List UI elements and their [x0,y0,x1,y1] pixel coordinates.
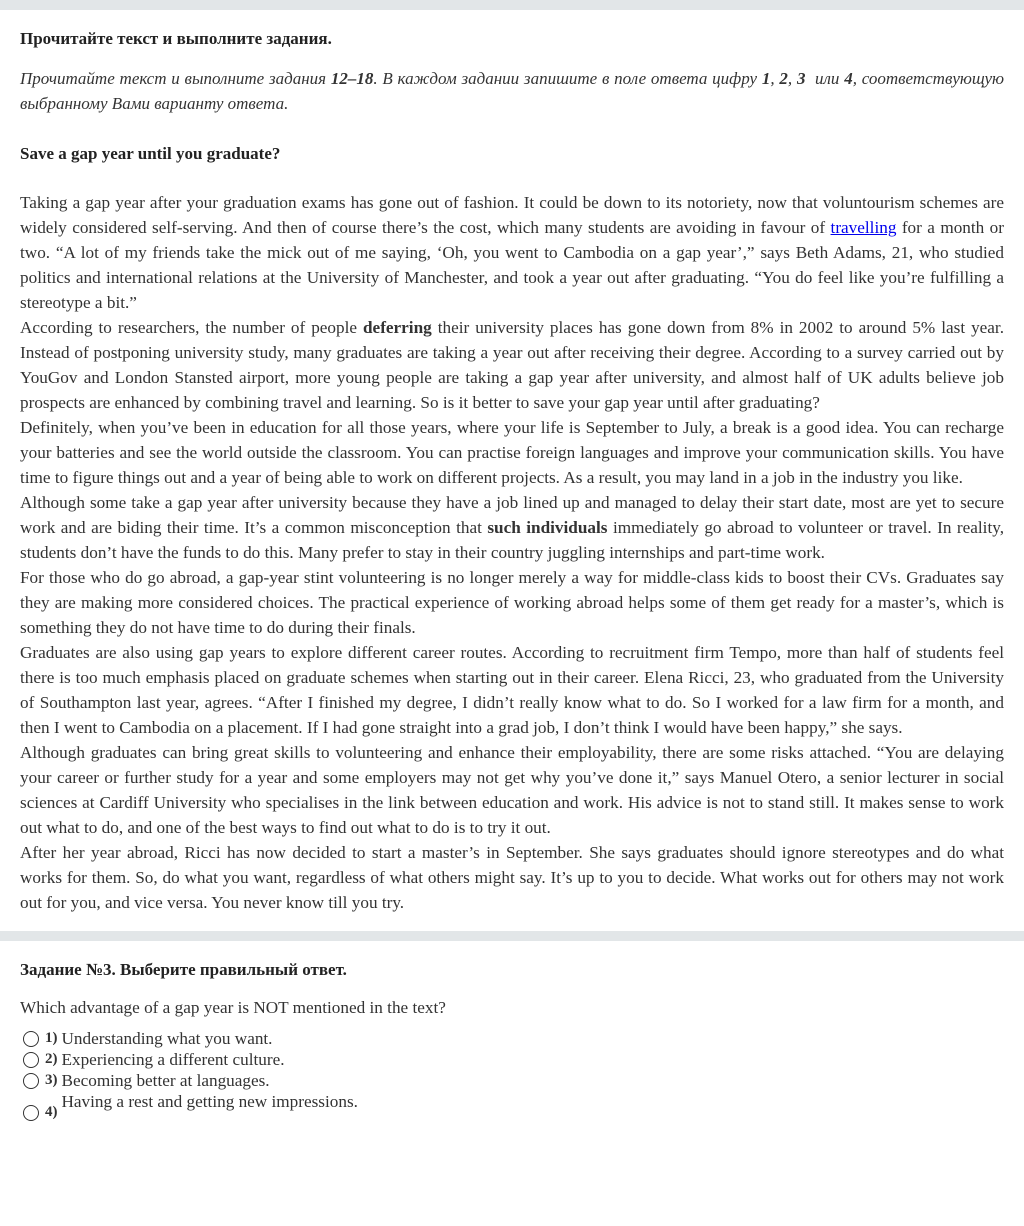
highlighted-phrase-such-individuals: such individuals [487,518,608,537]
article-paragraph: Definitely, when you’ve been in education for all those years, where your life is September to July, a break is a good idea. You can recharge your batteries and see the world outside the classroom. You can practise foreign languages and improve your communication skills. You have time to figure things out and a year of being able to work on different projects. As a result, you may land in a job in the industry you like. [20,418,1004,487]
task-section [0,959,1024,1123]
task-range: 12–18 [330,69,374,88]
article-paragraph: According to researchers, the number of people deferring their university places has gone down from 8% in 2002 to around 5% last year. Instead of postponing university study, many graduates are taking a year out after receiving their degree. According to a survey carried out by YouGov and London Stansted airport, more young people are taking a gap year after university, and almost half of UK adults believe job prospects are enhanced by combining travel and learning. So is it better to save your gap year until after graduating? [20,318,1004,412]
instructions-section [0,28,1024,915]
option-number: 4) [45,1104,58,1120]
option-label: Experiencing a different culture. [61,1050,285,1069]
option-number: 2) [45,1051,58,1067]
option-label: Understanding what you want. [61,1029,273,1048]
question-text: Which advantage of a gap year is NOT mentioned in the text? [20,998,446,1017]
article-paragraph: For those who do go abroad, a gap-year stint volunteering is no longer merely a way for middle-class kids to boost their CVs. Graduates say they are making more considered choices. The practical experience of working abroad helps some of them get ready for a master’s, which is something they do not have time to do during their finals. [20,568,1004,637]
answer-option-1[interactable] [20,1028,1004,1049]
radio-button[interactable] [23,1052,39,1068]
option-number: 1) [45,1030,58,1046]
radio-button[interactable] [23,1073,39,1089]
option-number: 3) [45,1072,58,1088]
option-label: Having a rest and getting new impressions. [61,1092,358,1111]
article-body [20,190,1004,915]
answer-options [20,1028,1004,1123]
top-divider [0,0,1024,10]
radio-button[interactable] [23,1105,39,1121]
instructions-title: Прочитайте текст и выполните задания. [20,29,332,48]
radio-button[interactable] [23,1031,39,1047]
answer-option-3[interactable] [20,1070,1004,1091]
travelling-link[interactable]: travelling [830,218,897,237]
article-paragraph: Although graduates can bring great skills to volunteering and enhance their employability, there are some risks attached. “You are delaying your career or further study for a year and some employers may not get why you’ve done it,” says Manuel Otero, a senior lecturer in social sciences at Cardiff University who specialises in the link between education and work. His advice is not to stand still. It makes sense to work out what to do, and one of the best ways to find out what to do is to try it out. [20,743,1004,837]
answer-option-4[interactable] [20,1091,1004,1123]
option-label: Becoming better at languages. [61,1071,270,1090]
article-paragraph: Although some take a gap year after university because they have a job lined up and managed to delay their start date, most are yet to secure work and are biding their time. It’s a common misconception that such individuals immediately go abroad to volunteer or travel. In reality, students don’t have the funds to do this. Many prefer to stay in their country juggling internships and part-time work. [20,493,1004,562]
answer-option-2[interactable] [20,1049,1004,1070]
instructions-text: Прочитайте текст и выполните задания 12–18. В каждом задании запишите в поле ответа цифру 1, 2, 3 или 4, соответствующую выбранному Вами варианту ответа. [20,69,1005,113]
article-paragraph: Graduates are also using gap years to explore different career routes. According to recruitment firm Tempo, more than half of students feel there is too much emphasis placed on graduate schemes when starting out in their career. Elena Ricci, 23, who graduated from the University of Southampton last year, agrees. “After I finished my degree, I didn’t really know what to do. So I worked for a law firm for a month, and then I went to Cambodia on a placement. If I had gone straight into a grad job, I don’t think I would have been happy,” she says. [20,643,1004,737]
article-paragraph: After her year abroad, Ricci has now decided to start a master’s in September. She says graduates should ignore stereotypes and do what works for them. So, do what you want, regardless of what others might say. It’s up to you to decide. What works out for others may not work out for you, and vice versa. You never know till you try. [20,843,1004,912]
article-title: Save a gap year until you graduate? [20,144,281,163]
article-paragraph: Taking a gap year after your graduation exams has gone out of fashion. It could be down to its notoriety, now that voluntourism schemes are widely considered self-serving. And then of course there’s the cost, which many students are avoiding in favour of travelling for a month or two. “A lot of my friends take the mick out of me saying, ‘Oh, you went to Cambodia on a gap year’,” says Beth Adams, 21, who studied politics and international relations at the University of Manchester, and took a year out after graduating. “You do feel like you’re fulfilling a stereotype a bit.” [20,193,1004,312]
section-divider [0,931,1024,941]
task-title: Задание №3. Выберите правильный ответ. [20,960,347,979]
highlighted-word-deferring: deferring [363,318,432,337]
